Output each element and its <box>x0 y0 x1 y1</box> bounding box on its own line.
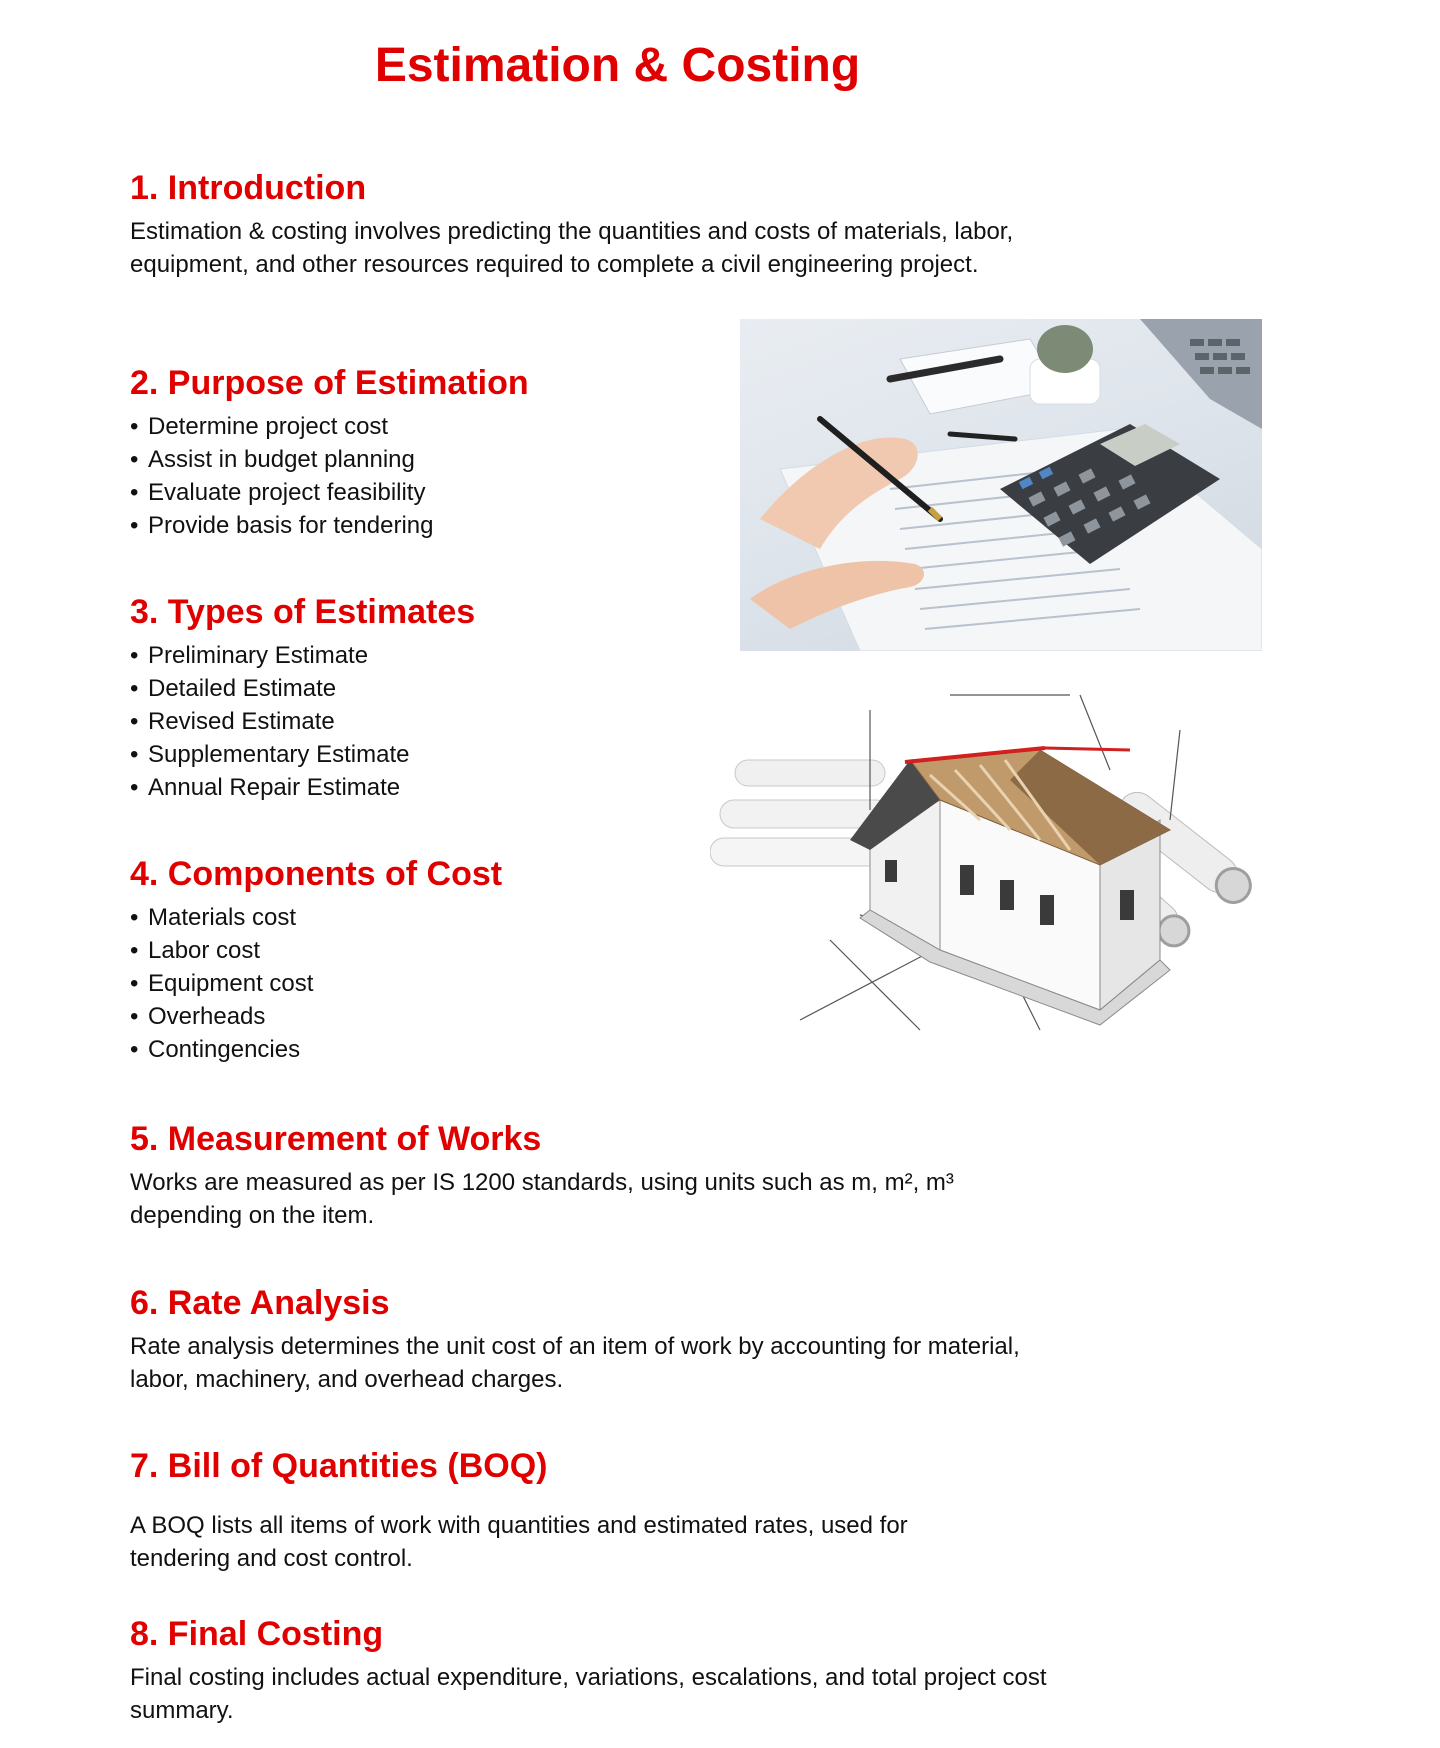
section-text: Works are measured as per IS 1200 standards, using units such as m, m², m³ depending on the item. <box>130 1169 954 1229</box>
list-item: • Provide basis for tendering <box>130 509 529 542</box>
list-item: • Evaluate project feasibility <box>130 476 529 509</box>
list-item: • Labor cost <box>130 934 502 967</box>
section-text: Rate analysis determines the unit cost of an item of work by accounting for material, labor, machinery, and overhead charges. <box>130 1333 1020 1393</box>
section-heading: 7. Bill of Quantities (BOQ) <box>130 1447 548 1485</box>
section-final-costing <box>130 1613 1070 1727</box>
list-item: • Supplementary Estimate <box>130 738 475 771</box>
section-heading: 6. Rate Analysis <box>130 1284 390 1322</box>
section-heading: 5. Measurement of Works <box>130 1120 542 1158</box>
page-title: Estimation & Costing <box>374 39 861 92</box>
list-item: • Determine project cost <box>130 410 529 443</box>
section-measurement <box>130 1118 1070 1232</box>
section-heading: 3. Types of Estimates <box>130 593 476 631</box>
section-types <box>130 591 475 804</box>
list-item: • Detailed Estimate <box>130 672 475 705</box>
section-introduction <box>130 167 1070 281</box>
section-text: Final costing includes actual expenditure, variations, escalations, and total project cost summary. <box>130 1664 1047 1724</box>
section-purpose <box>130 362 529 542</box>
section-boq <box>130 1445 1070 1575</box>
section-heading: 1. Introduction <box>130 169 367 207</box>
list-item: • Revised Estimate <box>130 705 475 738</box>
section-components <box>130 853 502 1066</box>
section-heading: 8. Final Costing <box>130 1615 384 1653</box>
list-item: • Overheads <box>130 1000 502 1033</box>
section-rate-analysis <box>130 1282 1070 1396</box>
desk-calculator-drawing <box>740 319 1262 651</box>
list-item: • Contingencies <box>130 1033 502 1066</box>
house-blueprint-illustration <box>710 690 1270 1060</box>
bullet-list <box>130 901 502 1066</box>
list-item: • Preliminary Estimate <box>130 639 475 672</box>
house-blueprint-drawing <box>710 690 1270 1060</box>
section-text: A BOQ lists all items of work with quantities and estimated rates, used for tendering and cost control. <box>130 1512 908 1572</box>
list-item: • Annual Repair Estimate <box>130 771 475 804</box>
list-item: • Materials cost <box>130 901 502 934</box>
bullet-list <box>130 639 475 804</box>
list-item: • Assist in budget planning <box>130 443 529 476</box>
bullet-list <box>130 410 529 542</box>
list-item: • Equipment cost <box>130 967 502 1000</box>
desk-calculator-photo <box>740 319 1262 651</box>
section-text: Estimation & costing involves predicting the quantities and costs of materials, labor, equipment, and other resources required to complete a civil engineering project. <box>130 218 1014 278</box>
section-heading: 4. Components of Cost <box>130 855 503 893</box>
section-heading: 2. Purpose of Estimation <box>130 364 529 402</box>
